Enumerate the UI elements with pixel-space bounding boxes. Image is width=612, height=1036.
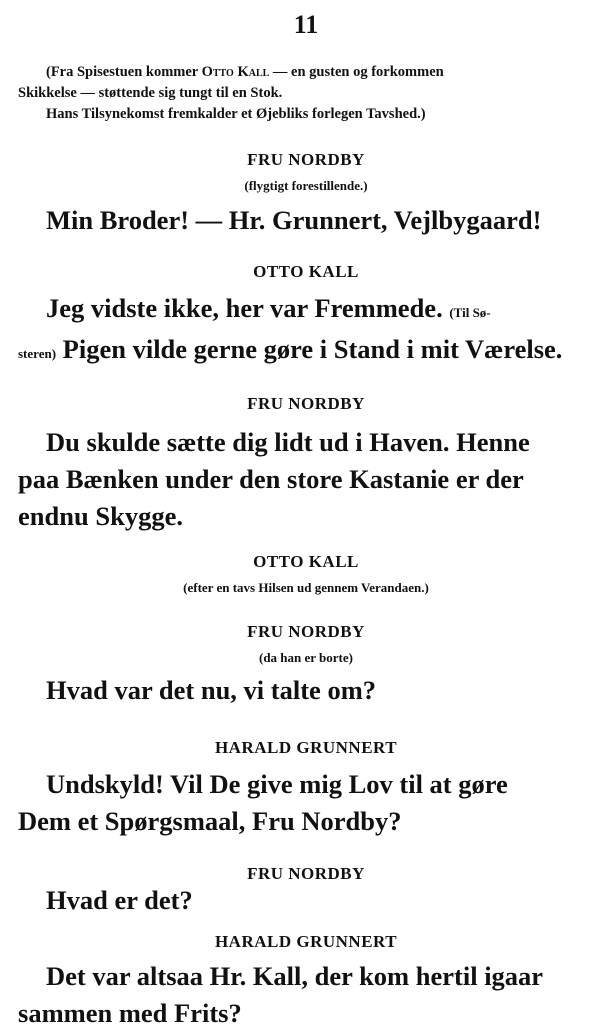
dialogue-text [18,202,598,239]
dialogue-line: Hvad er det? [46,885,193,915]
dialogue-line: endnu Skygge. [18,501,183,531]
dialogue-text [18,290,598,372]
speaker-name: FRU NORDBY [247,394,365,413]
page-number: 11 [293,10,319,39]
speaker-name: HARALD GRUNNERT [214,932,398,951]
dialogue-line: Undskyld! Vil De give mig Lov til at gøre [46,769,508,799]
dialogue-line: sammen med Frits? [18,998,242,1028]
stage-direction-line: Hans Tilsynekomst fremkalder et Øjebliks forlegen Tavshed.) [46,106,426,122]
dialogue-line: Hvad var det nu, vi talte om? [46,675,377,705]
dialogue-line: Dem et Spørgsmaal, Fru Nordby? [18,806,402,836]
speaker-name: FRU NORDBY [247,622,365,641]
dialogue-line: Det var altsaa Hr. Kall, der kom hertil igaar [46,961,544,991]
dialogue-text [18,766,598,840]
stage-direction-entrance [18,62,594,125]
speaker-name: HARALD GRUNNERT [214,738,398,757]
speaker-name: FRU NORDBY [247,864,365,883]
stage-direction-text: (Fra Spisestuen kommer [46,64,198,80]
stage-direction: (da han er borte) [258,650,353,665]
stage-direction: (efter en tavs Hilsen ud gennem Verandaen.) [183,580,429,595]
stage-direction-line: Skikkelse — støttende sig tungt til en Stok. [18,85,283,101]
speaker-name: OTTO KALL [253,262,359,281]
stage-direction: (flygtigt forestillende.) [244,178,368,193]
inline-stage-direction: (Til Sø- [449,305,491,320]
dialogue-line: Min Broder! — Hr. Grunnert, Vejlbygaard! [46,205,542,235]
dialogue-line: Du skulde sætte dig lidt ud i Haven. Henne [46,427,530,457]
dialogue-line: paa Bænken under den store Kastanie er der [18,464,524,494]
dialogue-text [18,424,598,535]
character-name-inline: Otto Kall [201,64,270,80]
dialogue-text [18,958,598,1032]
dialogue-text [18,882,598,919]
stage-direction-text: — en gusten og forkommen [272,64,444,80]
stage-direction-line [18,62,594,83]
dialogue-fragment: Pigen vilde gerne gøre i Stand i mit Værelse. [62,334,563,364]
dialogue-line [18,331,598,372]
dialogue-line [18,290,598,331]
speaker-name: FRU NORDBY [247,150,365,169]
inline-stage-direction: steren) [18,346,57,361]
dialogue-text [18,672,598,709]
speaker-name: OTTO KALL [253,552,359,571]
dialogue-fragment: Jeg vidste ikke, her var Fremmede. [46,293,443,323]
